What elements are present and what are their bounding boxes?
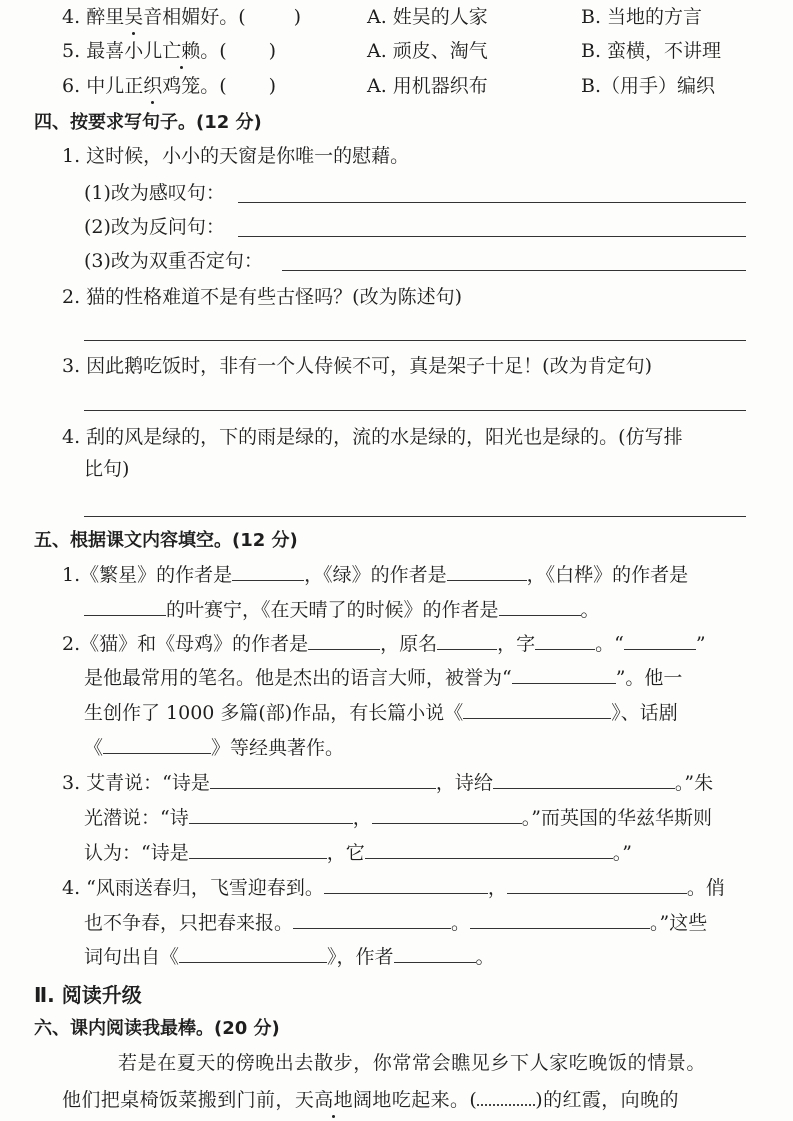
s5-q2-line1: 2.《猫》和《母鸡》的作者是 ，原名 ，字 。“ ” [62,633,706,655]
s5-q2-line4: 《 》等经典著作。 [84,737,345,759]
answer-line[interactable] [238,236,746,237]
s5-q2-line2: 是他最常用的笔名。他是杰出的语言大师，被誉为“ ”。他一 [84,667,683,689]
option-a: A. 姓吴的人家 [367,6,488,28]
s4-q1-sub1: (1)改为感叹句： [84,182,225,204]
blank[interactable] [624,631,696,650]
section4-title: 四、按要求写句子。(12 分) [34,112,262,133]
blank[interactable] [324,875,488,894]
option-b: B. 当地的方言 [581,6,703,28]
blank[interactable] [210,770,436,789]
answer-line[interactable] [238,202,746,203]
s4-q2: 2. 猫的性格难道不是有些古怪吗？(改为陈述句) [62,286,462,308]
blank[interactable] [437,631,497,650]
blank[interactable] [189,840,327,859]
blank[interactable] [293,910,451,929]
option-a: A. 顽皮、淘气 [367,40,488,62]
blank[interactable] [232,562,304,581]
answer-line[interactable] [84,516,746,517]
item-6: 6. 中儿正织鸡笼。( ) [62,75,277,97]
blank[interactable] [84,597,166,616]
s5-q4-line2: 也不争春，只把春来报。 。 。”这些 [84,912,708,934]
blank[interactable] [493,770,675,789]
s4-q3: 3. 因此鹅吃饭时，非有一个人侍候不可，真是架子十足！(改为肯定句) [62,355,652,377]
blank[interactable] [179,944,327,963]
blank[interactable] [535,631,595,650]
s5-q3-line2: 光潜说：“诗 ， 。”而英国的华兹华斯则 [84,807,712,829]
answer-line[interactable] [84,340,746,341]
item-4: 4. 醉里吴音相媚好。( ) [62,6,302,28]
blank[interactable] [447,562,527,581]
blank[interactable] [470,910,650,929]
option-b: B. 蛮横，不讲理 [581,40,722,62]
blank[interactable] [512,665,616,684]
item-5: 5. 最喜小儿亡赖。( ) [62,40,277,62]
blank[interactable] [507,875,687,894]
s5-q1-line2: 的叶赛宁，《在天晴了的时候》的作者是 。 [84,597,600,623]
blank[interactable] [477,1086,535,1106]
s4-q1-sub3: (3)改为双重否定句： [84,250,263,272]
blank[interactable] [463,700,611,719]
s4-q4-line2: 比句) [84,458,130,480]
blank[interactable] [394,944,476,963]
blank[interactable] [499,597,581,616]
s5-q2-line3: 生创作了 1000 多篇(部)作品，有长篇小说《 》、话剧 [84,702,678,724]
blank[interactable] [103,735,211,754]
s4-q4-line1: 4. 刮的风是绿的，下的雨是绿的，流的水是绿的，阳光也是绿的。(仿写排 [62,426,683,448]
option-a: A. 用机器织布 [367,75,488,97]
s5-q3-line1: 3. 艾青说：“诗是 ，诗给 。”朱 [62,772,714,794]
blank[interactable] [189,805,353,824]
blank[interactable] [365,840,613,859]
section6-title: 六、课内阅读我最棒。(20 分) [34,1018,280,1039]
answer-line[interactable] [282,270,746,271]
s5-q1-line1: 1.《繁星》的作者是 ，《绿》的作者是 ，《白桦》的作者是 [62,564,689,586]
s4-q1: 1. 这时候，小小的天窗是你唯一的慰藉。 [62,145,410,167]
s5-q4-line1: 4. “风雨送春归，飞雪迎春到。 ， 。俏 [62,877,725,899]
blank[interactable] [372,805,522,824]
part2-title: Ⅱ. 阅读升级 [34,983,142,1007]
answer-line[interactable] [84,410,746,411]
blank[interactable] [308,631,380,650]
s5-q4-line3: 词句出自《 》，作者 。 [84,946,495,968]
s6-paragraph-line1: 若是在夏天的傍晚出去散步，你常常会瞧见乡下人家吃晚饭的情景。 [118,1052,707,1074]
option-b: B.（用手）编织 [581,75,716,97]
s6-paragraph-line2: 他们把桌椅饭菜搬到门前，天高地阔地吃起来。( )的红霞，向晚的 [62,1086,679,1113]
section5-title: 五、根据课文内容填空。(12 分) [34,530,298,551]
s5-q3-line3: 认为：“诗是 ，它 。” [84,842,632,864]
s4-q1-sub2: (2)改为反问句： [84,216,225,238]
